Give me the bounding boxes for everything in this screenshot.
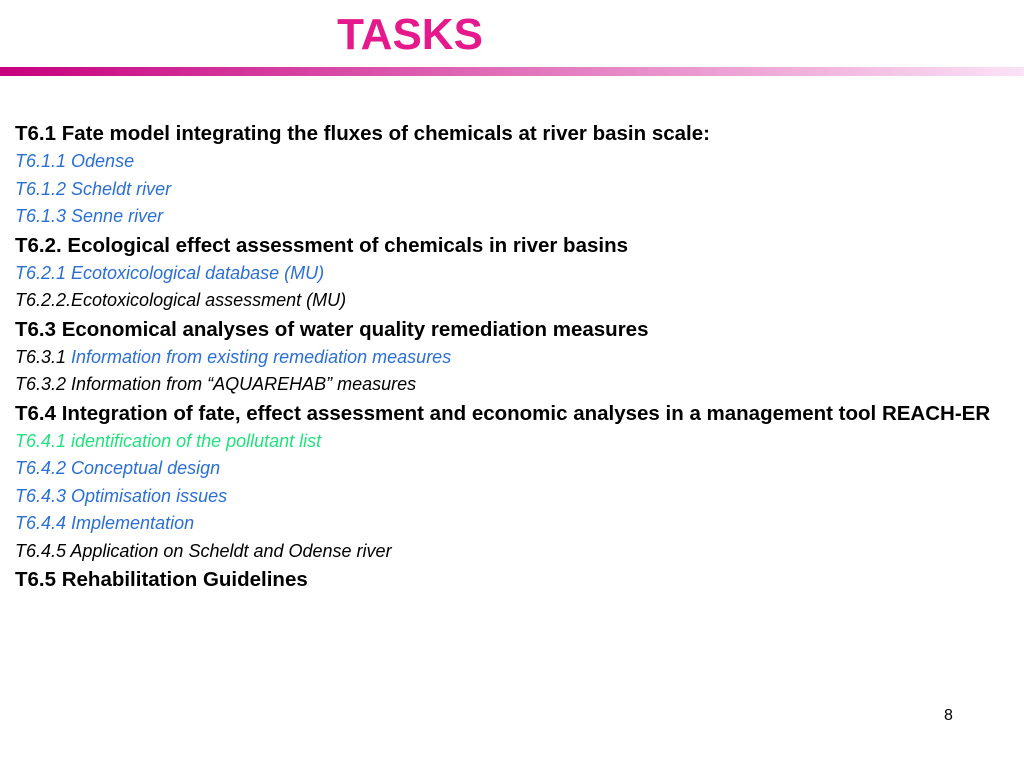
task-6-4-3: T6.4.3 Optimisation issues: [15, 485, 228, 506]
task-6-1-2: T6.1.2 Scheldt river: [15, 178, 172, 199]
task-6-3-2: T6.3.2 Information from “AQUAREHAB” measures: [15, 374, 417, 394]
task-6-4-2: T6.4.2 Conceptual design: [15, 458, 221, 478]
task-6-3-1: [15, 344, 1005, 372]
task-6-3-1-text: Information from existing remediation measures: [71, 346, 452, 367]
task-list: [15, 119, 1005, 594]
task-6-4-5: T6.4.5 Application on Scheldt and Odense river: [15, 540, 392, 561]
title-divider: [0, 67, 1024, 76]
task-6-2-heading: T6.2. Ecological effect assessment of chemicals in river basins: [15, 233, 628, 257]
task-6-2-2: T6.2.2.Ecotoxicological assessment (MU): [15, 290, 347, 310]
task-6-4-1: T6.4.1 identification of the pollutant list: [15, 430, 322, 451]
task-6-4-4: T6.4.4 Implementation: [15, 513, 195, 533]
task-6-1-3: T6.1.3 Senne river: [15, 206, 164, 226]
task-6-1-heading: T6.1 Fate model integrating the fluxes of chemicals at river basin scale:: [15, 122, 710, 145]
task-6-3-heading: T6.3 Economical analyses of water quality remediation measures: [15, 317, 649, 341]
task-6-1-1: T6.1.1 Odense: [15, 151, 135, 171]
task-6-4-heading: T6.4 Integration of fate, effect assessment and economic analyses in a management tool REACH-ER: [15, 401, 991, 425]
task-6-3-1-number: T6.3.1: [15, 346, 72, 367]
page-number: 8: [944, 707, 953, 724]
task-6-2-1: T6.2.1 Ecotoxicological database (MU): [15, 262, 325, 283]
task-6-5-heading: T6.5 Rehabilitation Guidelines: [15, 568, 308, 591]
slide-title: TASKS: [337, 10, 483, 59]
